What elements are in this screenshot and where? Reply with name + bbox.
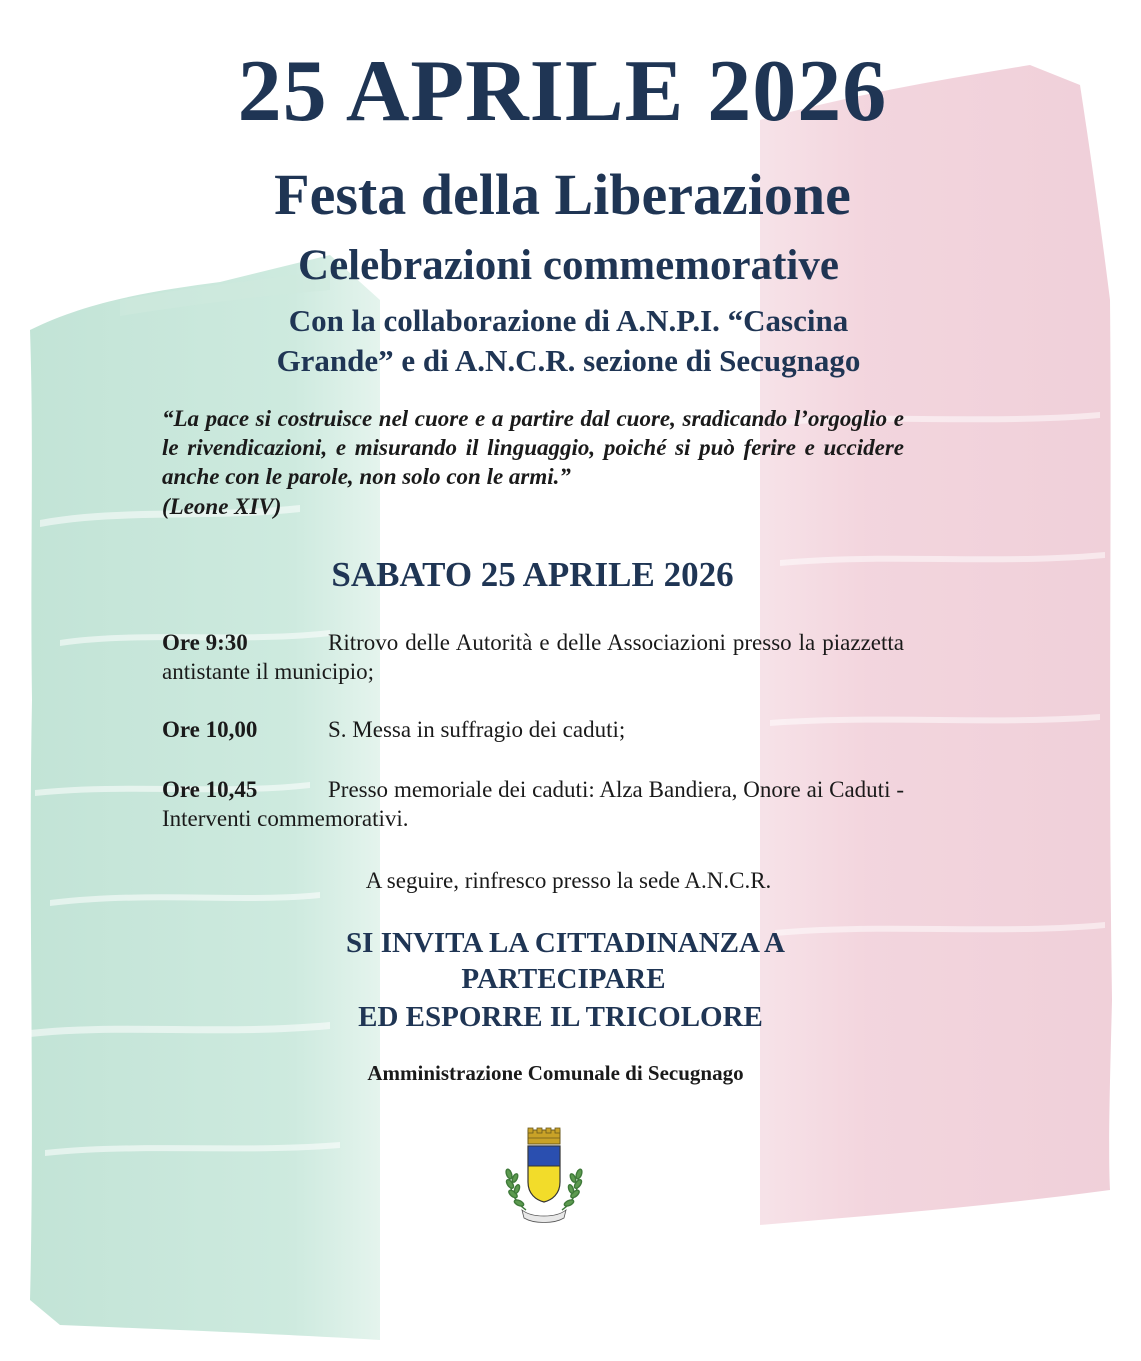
oak-branch-icon bbox=[562, 1168, 583, 1210]
event-description: S. Messa in suffragio dei caduti; bbox=[328, 717, 626, 742]
coat-of-arms-icon bbox=[498, 1126, 590, 1226]
invitation-line-2: PARTECIPARE bbox=[461, 963, 666, 995]
laurel-branch-icon bbox=[505, 1168, 526, 1210]
signature: Amministrazione Comunale di Secugnago bbox=[367, 1061, 744, 1085]
ribbon-icon bbox=[522, 1210, 566, 1223]
invitation-line-1: SI INVITA LA CITTADINANZA A bbox=[346, 927, 785, 959]
crown-icon bbox=[528, 1128, 560, 1144]
collaboration-line-1: Con la collaborazione di A.N.P.I. “Cascina bbox=[288, 303, 849, 338]
after-note: A seguire, rinfresco presso la sede A.N.C.R. bbox=[365, 868, 772, 893]
event-description: Presso memoriale dei caduti: Alza Bandiera, Onore ai Caduti - Interventi commemorativi. bbox=[162, 777, 904, 831]
event-time: Ore 10,45 bbox=[162, 777, 258, 802]
invitation-line-3: ED ESPORRE IL TRICOLORE bbox=[358, 1001, 763, 1033]
event-description: Ritrovo delle Autorità e delle Associazioni presso la piazzetta antistante il municipio; bbox=[162, 630, 904, 684]
collaboration-line-2: Grande” e di A.N.C.R. sezione di Secugnago bbox=[276, 343, 861, 378]
day-heading: SABATO 25 APRILE 2026 bbox=[331, 555, 734, 594]
festa-title: Festa della Liberazione bbox=[274, 162, 851, 227]
quote-author: (Leone XIV) bbox=[162, 494, 282, 519]
event-time: Ore 9:30 bbox=[162, 630, 248, 655]
quote-text: “La pace si costruisce nel cuore e a partire dal cuore, sradicando l’orgoglio e le rivendicazioni, e misurando il linguaggio, poiché si può ferire e uccidere anche con le parole, non solo con le armi.” bbox=[162, 406, 904, 489]
program-event bbox=[162, 715, 904, 744]
program-event bbox=[162, 775, 904, 833]
program-event bbox=[162, 628, 904, 686]
shield-icon bbox=[528, 1146, 560, 1202]
subtitle: Celebrazioni commemorative bbox=[298, 242, 839, 289]
page-title: 25 APRILE 2026 bbox=[237, 43, 888, 140]
event-time: Ore 10,00 bbox=[162, 717, 258, 742]
